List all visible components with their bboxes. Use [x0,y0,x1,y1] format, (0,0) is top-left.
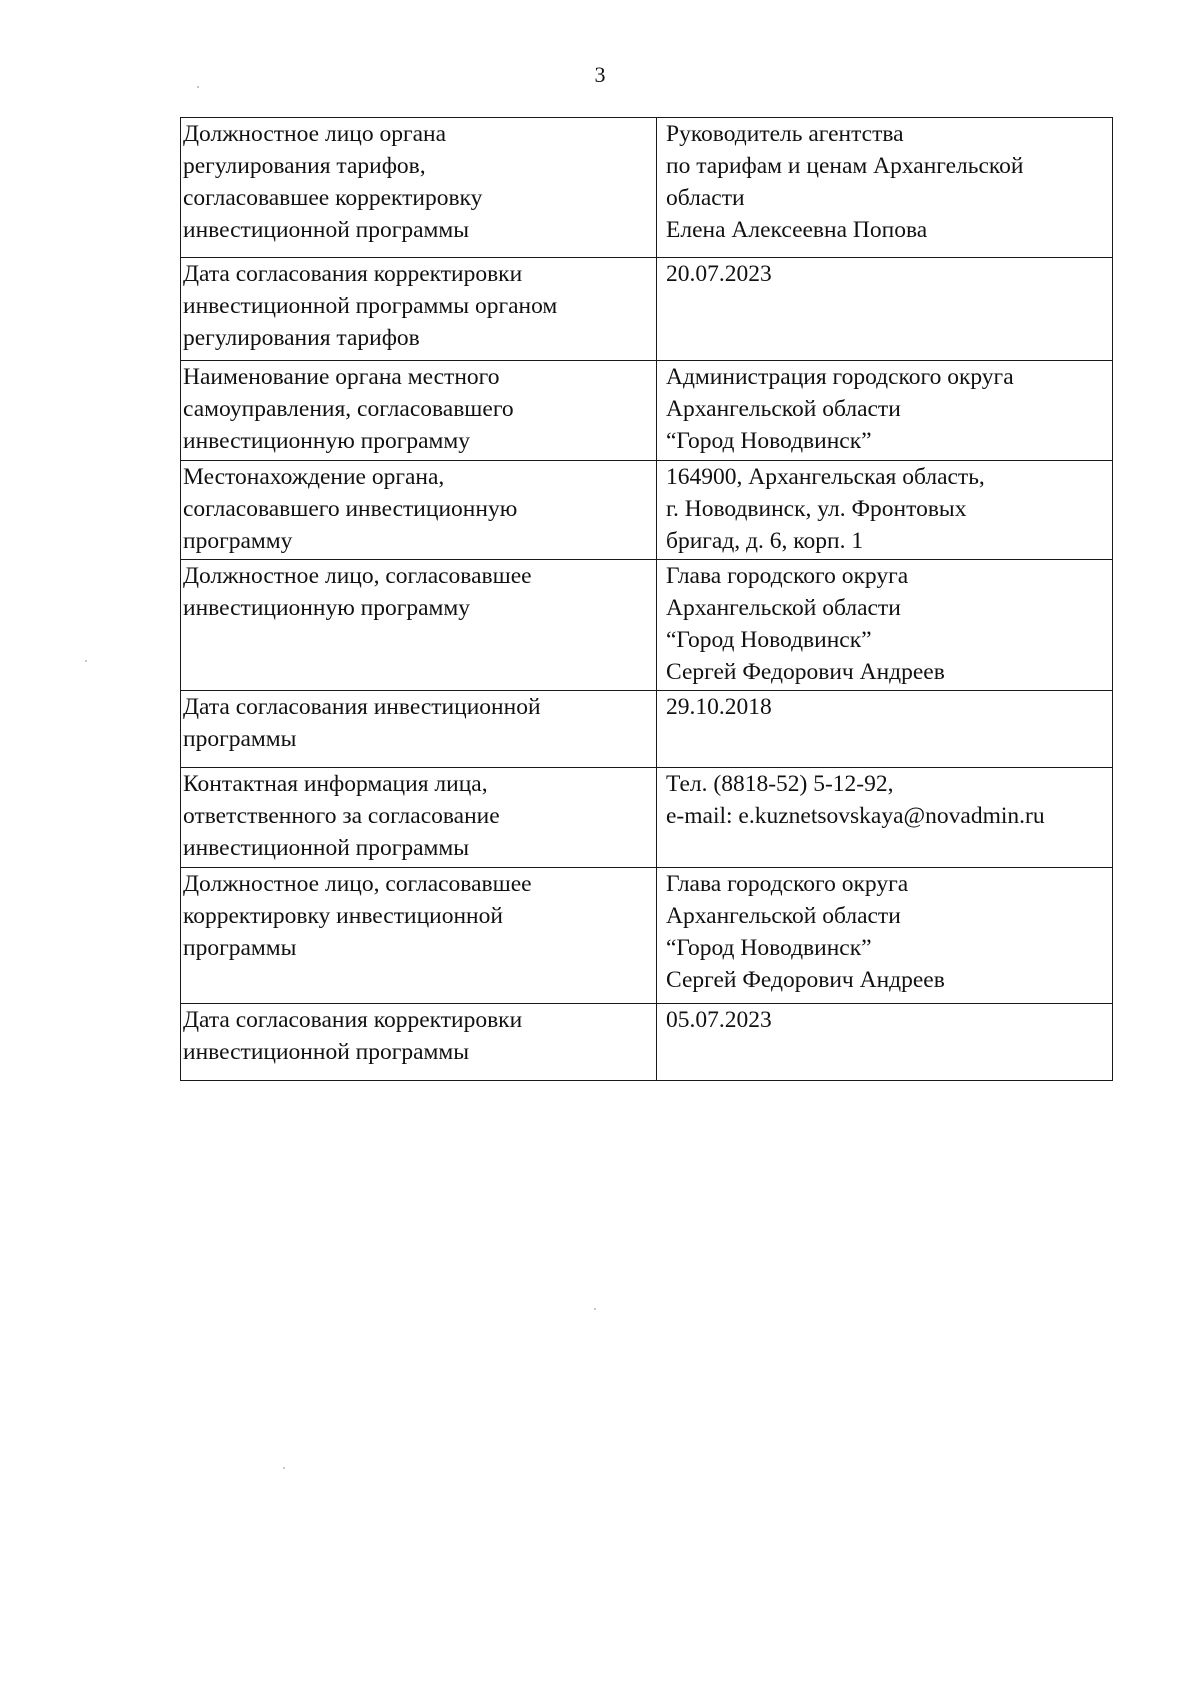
row-label: Должностное лицо, согласовавшее корректировку инвестиционной программы [181,868,657,1004]
table-row [181,258,1113,361]
row-label: Должностное лицо, согласовавшее инвестиционную программу [181,560,657,691]
row-value: Тел. (8818-52) 5-12-92, e-mail: e.kuznetsovskaya@novadmin.ru [657,768,1113,868]
row-value: Глава городского округа Архангельской области “Город Новодвинск” Сергей Федорович Андреев [657,560,1113,691]
table-row [181,118,1113,258]
table-row [181,691,1113,768]
row-label: Местонахождение органа, согласовавшего инвестиционную программу [181,461,657,560]
scan-speck [594,1308,596,1310]
row-value: Глава городского округа Архангельской области “Город Новодвинск” Сергей Федорович Андреев [657,868,1113,1004]
row-label: Контактная информация лица, ответственного за согласование инвестиционной программы [181,768,657,868]
table-row [181,461,1113,560]
table-row [181,868,1113,1004]
row-label: Дата согласования корректировки инвестиционной программы органом регулирования тарифов [181,258,657,361]
table-row [181,1004,1113,1081]
row-label: Наименование органа местного самоуправления, согласовавшего инвестиционную программу [181,361,657,461]
scan-speck [283,1467,285,1469]
row-value: 29.10.2018 [657,691,1113,768]
row-value: Руководитель агентства по тарифам и ценам Архангельской области Елена Алексеевна Попова [657,118,1113,258]
scan-speck [85,660,87,662]
table-row [181,361,1113,461]
scan-speck [197,86,199,88]
row-value: 05.07.2023 [657,1004,1113,1081]
row-value: Администрация городского округа Архангельской области “Город Новодвинск” [657,361,1113,461]
table-row [181,560,1113,691]
row-value: 164900, Архангельская область, г. Новодвинск, ул. Фронтовых бригад, д. 6, корп. 1 [657,461,1113,560]
row-label: Должностное лицо органа регулирования тарифов, согласовавшее корректировку инвестиционной программы [181,118,657,258]
page-number: 3 [594,62,606,87]
row-label: Дата согласования корректировки инвестиционной программы [181,1004,657,1081]
row-label: Дата согласования инвестиционной программы [181,691,657,768]
approval-details-table [180,117,1113,1081]
row-value: 20.07.2023 [657,258,1113,361]
table-row [181,768,1113,868]
